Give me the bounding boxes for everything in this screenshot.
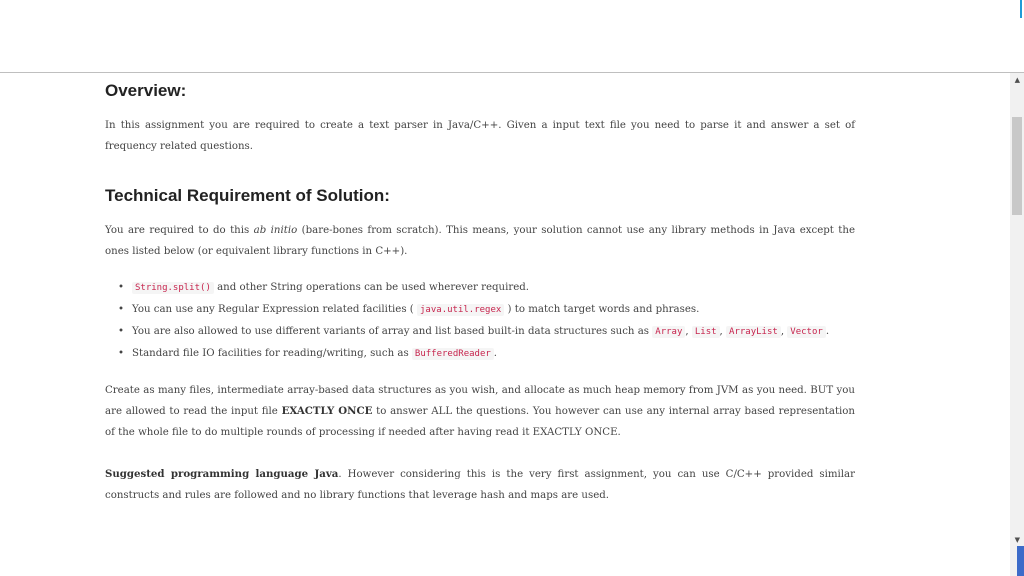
scroll-up-icon[interactable]: ▲ (1014, 76, 1020, 84)
list-item: • You are also allowed to use different variants of array and list based built-in data structures such as Array , List , ArrayList , Vector . (132, 321, 832, 343)
overview-heading: Overview: (105, 81, 187, 100)
scrollbar-thumb[interactable] (1012, 117, 1022, 215)
bottom-accent-bar (1017, 546, 1024, 576)
language-paragraph: Suggested programming language Java. However considering this is the very first assignment, you can use C/C++ provided similar constructs and rules are followed and no library functions that leverage hash and maps are used. (105, 468, 855, 501)
code-snippet: java.util.regex (417, 304, 504, 316)
code-snippet: BufferedReader (412, 348, 494, 360)
code-snippet: Vector (787, 326, 826, 338)
file-read-paragraph: Create as many files, intermediate array-based data structures as you wish, and allocate as much heap memory from JVM as you need. BUT you are allowed to read the input file EXACTLY ONCE to answer ALL the questions. You however can use any internal array based representation of the whole file to do multiple rounds of processing if needed after having read it EXACTLY ONCE. (105, 385, 855, 438)
list-item: • You can use any Regular Expression related facilities ( java.util.regex ) to match target words and phrases. (132, 299, 832, 321)
requirements-list (132, 277, 832, 365)
code-snippet: ArrayList (726, 326, 781, 338)
top-accent-bar (1020, 0, 1022, 18)
top-toolbar-area (0, 0, 1024, 73)
overview-paragraph: In this assignment you are required to create a text parser in Java/C++. Given a input text file you need to parse it and answer a set of frequency related questions. (105, 120, 855, 152)
code-snippet: Array (652, 326, 685, 338)
list-item: • String.split() and other String operations can be used wherever required. (132, 277, 832, 299)
code-snippet: String.split() (132, 282, 214, 294)
technical-heading: Technical Requirement of Solution: (105, 186, 390, 205)
technical-intro-paragraph: You are required to do this ab initio (bare-bones from scratch). This means, your solution cannot use any library methods in Java except the ones listed below (or equivalent library functions in C++). (105, 225, 855, 257)
list-item: • Standard file IO facilities for reading/writing, such as BufferedReader . (132, 343, 832, 365)
scroll-down-icon[interactable]: ▼ (1014, 536, 1020, 544)
code-snippet: List (692, 326, 720, 338)
